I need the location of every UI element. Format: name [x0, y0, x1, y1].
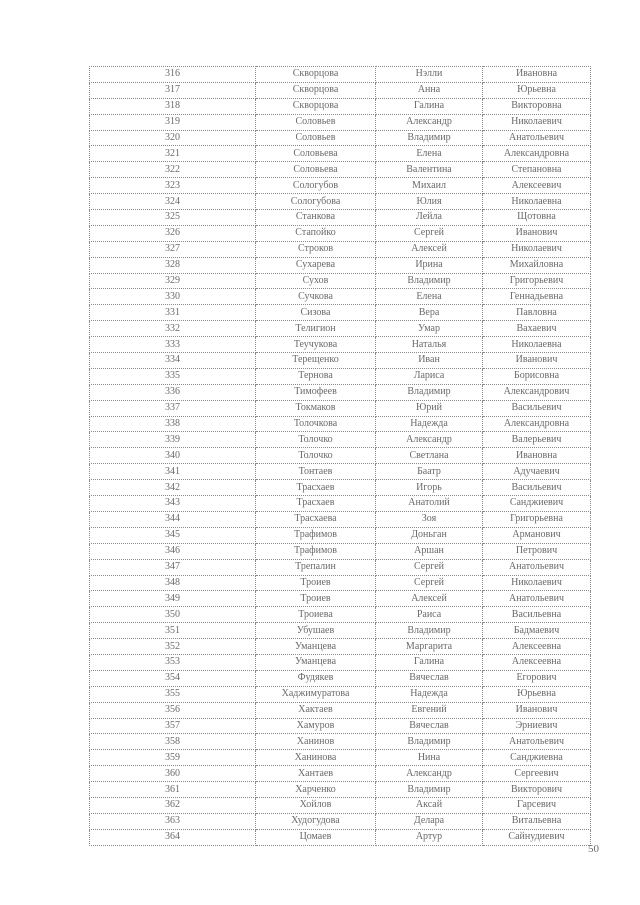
- first-name-cell: Галина: [376, 98, 483, 114]
- table-row: [90, 575, 591, 591]
- patronymic-cell: Васильевна: [483, 607, 591, 623]
- first-name-cell: Иван: [376, 353, 483, 369]
- table-row: [90, 496, 591, 512]
- table-row: [90, 289, 591, 305]
- patronymic-cell: Санджиевич: [483, 496, 591, 512]
- table-row: [90, 797, 591, 813]
- patronymic-cell: Вахаевич: [483, 321, 591, 337]
- table-row: [90, 829, 591, 845]
- first-name-cell: Надежда: [376, 416, 483, 432]
- surname-cell: Сучкова: [256, 289, 376, 305]
- patronymic-cell: Николаевич: [483, 114, 591, 130]
- patronymic-cell: Эрниевич: [483, 718, 591, 734]
- first-name-cell: Алексей: [376, 241, 483, 257]
- table-row: [90, 305, 591, 321]
- row-number-cell: 355: [90, 686, 256, 702]
- patronymic-cell: Степановна: [483, 162, 591, 178]
- surname-cell: Трасхаев: [256, 480, 376, 496]
- first-name-cell: Владимир: [376, 782, 483, 798]
- row-number-cell: 332: [90, 321, 256, 337]
- surname-cell: Троиева: [256, 607, 376, 623]
- row-number-cell: 343: [90, 496, 256, 512]
- row-number-cell: 363: [90, 813, 256, 829]
- surname-cell: Фудякев: [256, 670, 376, 686]
- first-name-cell: Аксай: [376, 797, 483, 813]
- first-name-cell: Сергей: [376, 559, 483, 575]
- surname-cell: Тернова: [256, 368, 376, 384]
- table-row: [90, 766, 591, 782]
- row-number-cell: 360: [90, 766, 256, 782]
- patronymic-cell: Павловна: [483, 305, 591, 321]
- surname-cell: Уманцева: [256, 654, 376, 670]
- surname-cell: Ханинова: [256, 750, 376, 766]
- first-name-cell: Владимир: [376, 623, 483, 639]
- surname-cell: Худогудова: [256, 813, 376, 829]
- first-name-cell: Лариса: [376, 368, 483, 384]
- patronymic-cell: Александровна: [483, 146, 591, 162]
- surname-cell: Скворцова: [256, 98, 376, 114]
- table-row: [90, 353, 591, 369]
- surname-cell: Харченко: [256, 782, 376, 798]
- surname-cell: Тимофеев: [256, 384, 376, 400]
- first-name-cell: Доньган: [376, 527, 483, 543]
- table-row: [90, 146, 591, 162]
- patronymic-cell: Сайнудиевич: [483, 829, 591, 845]
- table-row: [90, 591, 591, 607]
- patronymic-cell: Егорович: [483, 670, 591, 686]
- table-row: [90, 162, 591, 178]
- row-number-cell: 345: [90, 527, 256, 543]
- patronymic-cell: Геннадьевна: [483, 289, 591, 305]
- patronymic-cell: Васильевич: [483, 480, 591, 496]
- surname-cell: Сологубов: [256, 178, 376, 194]
- table-row: [90, 337, 591, 353]
- row-number-cell: 338: [90, 416, 256, 432]
- row-number-cell: 327: [90, 241, 256, 257]
- patronymic-cell: Щотовна: [483, 210, 591, 226]
- patronymic-cell: Юрьевна: [483, 686, 591, 702]
- first-name-cell: Делара: [376, 813, 483, 829]
- first-name-cell: Сергей: [376, 575, 483, 591]
- patronymic-cell: Михайловна: [483, 257, 591, 273]
- patronymic-cell: Викторовна: [483, 98, 591, 114]
- surname-cell: Убушаев: [256, 623, 376, 639]
- row-number-cell: 333: [90, 337, 256, 353]
- table-row: [90, 607, 591, 623]
- table-row: [90, 480, 591, 496]
- first-name-cell: Баатр: [376, 464, 483, 480]
- first-name-cell: Анатолий: [376, 496, 483, 512]
- first-name-cell: Александр: [376, 432, 483, 448]
- patronymic-cell: Санджиевна: [483, 750, 591, 766]
- patronymic-cell: Анатольевич: [483, 591, 591, 607]
- patronymic-cell: Иванович: [483, 225, 591, 241]
- row-number-cell: 361: [90, 782, 256, 798]
- patronymic-cell: Ивановна: [483, 67, 591, 83]
- patronymic-cell: Петрович: [483, 543, 591, 559]
- surname-cell: Сологубова: [256, 194, 376, 210]
- patronymic-cell: Николаевич: [483, 575, 591, 591]
- surname-cell: Хактаев: [256, 702, 376, 718]
- first-name-cell: Вячеслав: [376, 718, 483, 734]
- patronymic-cell: Адучаевич: [483, 464, 591, 480]
- table-row: [90, 210, 591, 226]
- row-number-cell: 330: [90, 289, 256, 305]
- row-number-cell: 344: [90, 511, 256, 527]
- first-name-cell: Михаил: [376, 178, 483, 194]
- surname-cell: Троиев: [256, 591, 376, 607]
- first-name-cell: Умар: [376, 321, 483, 337]
- table-row: [90, 718, 591, 734]
- row-number-cell: 334: [90, 353, 256, 369]
- first-name-cell: Сергей: [376, 225, 483, 241]
- first-name-cell: Александр: [376, 114, 483, 130]
- surname-cell: Цомаев: [256, 829, 376, 845]
- first-name-cell: Вячеслав: [376, 670, 483, 686]
- table-row: [90, 702, 591, 718]
- patronymic-cell: Григорьевна: [483, 511, 591, 527]
- surname-cell: Трасхаева: [256, 511, 376, 527]
- first-name-cell: Елена: [376, 146, 483, 162]
- surname-cell: Соловьев: [256, 130, 376, 146]
- table-row: [90, 178, 591, 194]
- patronymic-cell: Борисовна: [483, 368, 591, 384]
- surname-cell: Толочкова: [256, 416, 376, 432]
- first-name-cell: Лейла: [376, 210, 483, 226]
- first-name-cell: Артур: [376, 829, 483, 845]
- patronymic-cell: Александрович: [483, 384, 591, 400]
- row-number-cell: 320: [90, 130, 256, 146]
- row-number-cell: 328: [90, 257, 256, 273]
- row-number-cell: 350: [90, 607, 256, 623]
- table-row: [90, 750, 591, 766]
- surname-cell: Толочко: [256, 432, 376, 448]
- table-row: [90, 400, 591, 416]
- first-name-cell: Нина: [376, 750, 483, 766]
- surname-cell: Соловьев: [256, 114, 376, 130]
- row-number-cell: 354: [90, 670, 256, 686]
- table-row: [90, 273, 591, 289]
- first-name-cell: Наталья: [376, 337, 483, 353]
- patronymic-cell: Александровна: [483, 416, 591, 432]
- row-number-cell: 357: [90, 718, 256, 734]
- table-row: [90, 98, 591, 114]
- surname-cell: Сизова: [256, 305, 376, 321]
- surname-cell: Хамуров: [256, 718, 376, 734]
- surname-cell: Токмаков: [256, 400, 376, 416]
- surname-cell: Скворцова: [256, 82, 376, 98]
- row-number-cell: 356: [90, 702, 256, 718]
- first-name-cell: Владимир: [376, 130, 483, 146]
- table-row: [90, 114, 591, 130]
- patronymic-cell: Алексеевна: [483, 654, 591, 670]
- row-number-cell: 316: [90, 67, 256, 83]
- row-number-cell: 349: [90, 591, 256, 607]
- first-name-cell: Вера: [376, 305, 483, 321]
- row-number-cell: 358: [90, 734, 256, 750]
- patronymic-cell: Анатольевич: [483, 734, 591, 750]
- surname-cell: Соловьева: [256, 162, 376, 178]
- surname-cell: Хантаев: [256, 766, 376, 782]
- row-number-cell: 321: [90, 146, 256, 162]
- table-row: [90, 686, 591, 702]
- patronymic-cell: Викторович: [483, 782, 591, 798]
- row-number-cell: 359: [90, 750, 256, 766]
- row-number-cell: 326: [90, 225, 256, 241]
- table-row: [90, 416, 591, 432]
- patronymic-cell: Арманович: [483, 527, 591, 543]
- patronymic-cell: Алексеевна: [483, 639, 591, 655]
- patronymic-cell: Анатольевич: [483, 559, 591, 575]
- row-number-cell: 325: [90, 210, 256, 226]
- surname-cell: Трафимов: [256, 527, 376, 543]
- table-row: [90, 734, 591, 750]
- patronymic-cell: Гарсевич: [483, 797, 591, 813]
- row-number-cell: 335: [90, 368, 256, 384]
- row-number-cell: 352: [90, 639, 256, 655]
- patronymic-cell: Васильевич: [483, 400, 591, 416]
- row-number-cell: 362: [90, 797, 256, 813]
- first-name-cell: Маргарита: [376, 639, 483, 655]
- patronymic-cell: Николаевна: [483, 337, 591, 353]
- surname-cell: Станкова: [256, 210, 376, 226]
- table-row: [90, 432, 591, 448]
- surname-cell: Трепалин: [256, 559, 376, 575]
- names-table-body: [90, 67, 591, 846]
- table-row: [90, 225, 591, 241]
- row-number-cell: 319: [90, 114, 256, 130]
- table-row: [90, 559, 591, 575]
- first-name-cell: Раиса: [376, 607, 483, 623]
- table-row: [90, 527, 591, 543]
- first-name-cell: Алексей: [376, 591, 483, 607]
- row-number-cell: 317: [90, 82, 256, 98]
- surname-cell: Телигион: [256, 321, 376, 337]
- first-name-cell: Евгений: [376, 702, 483, 718]
- row-number-cell: 341: [90, 464, 256, 480]
- surname-cell: Ханинов: [256, 734, 376, 750]
- patronymic-cell: Сергеевич: [483, 766, 591, 782]
- surname-cell: Строков: [256, 241, 376, 257]
- first-name-cell: Ирина: [376, 257, 483, 273]
- first-name-cell: Аршан: [376, 543, 483, 559]
- table-row: [90, 82, 591, 98]
- row-number-cell: 318: [90, 98, 256, 114]
- first-name-cell: Галина: [376, 654, 483, 670]
- table-row: [90, 368, 591, 384]
- patronymic-cell: Иванович: [483, 702, 591, 718]
- first-name-cell: Нэлли: [376, 67, 483, 83]
- table-row: [90, 130, 591, 146]
- surname-cell: Уманцева: [256, 639, 376, 655]
- first-name-cell: Владимир: [376, 273, 483, 289]
- surname-cell: Трасхаев: [256, 496, 376, 512]
- table-row: [90, 384, 591, 400]
- table-row: [90, 194, 591, 210]
- patronymic-cell: Ивановна: [483, 448, 591, 464]
- row-number-cell: 364: [90, 829, 256, 845]
- names-table: [89, 66, 591, 846]
- table-row: [90, 448, 591, 464]
- surname-cell: Трафимов: [256, 543, 376, 559]
- table-row: [90, 670, 591, 686]
- surname-cell: Сухов: [256, 273, 376, 289]
- row-number-cell: 329: [90, 273, 256, 289]
- first-name-cell: Анна: [376, 82, 483, 98]
- surname-cell: Соловьева: [256, 146, 376, 162]
- row-number-cell: 347: [90, 559, 256, 575]
- table-row: [90, 321, 591, 337]
- table-row: [90, 654, 591, 670]
- first-name-cell: Владимир: [376, 734, 483, 750]
- first-name-cell: Игорь: [376, 480, 483, 496]
- table-row: [90, 257, 591, 273]
- table-row: [90, 67, 591, 83]
- table-row: [90, 241, 591, 257]
- first-name-cell: Елена: [376, 289, 483, 305]
- first-name-cell: Александр: [376, 766, 483, 782]
- table-row: [90, 464, 591, 480]
- row-number-cell: 348: [90, 575, 256, 591]
- surname-cell: Хаджимуратова: [256, 686, 376, 702]
- patronymic-cell: Анатольевич: [483, 130, 591, 146]
- patronymic-cell: Витальевна: [483, 813, 591, 829]
- first-name-cell: Надежда: [376, 686, 483, 702]
- first-name-cell: Светлана: [376, 448, 483, 464]
- patronymic-cell: Алексеевич: [483, 178, 591, 194]
- first-name-cell: Юрий: [376, 400, 483, 416]
- table-row: [90, 543, 591, 559]
- patronymic-cell: Григорьевич: [483, 273, 591, 289]
- patronymic-cell: Николаевна: [483, 194, 591, 210]
- row-number-cell: 342: [90, 480, 256, 496]
- table-row: [90, 782, 591, 798]
- row-number-cell: 351: [90, 623, 256, 639]
- patronymic-cell: Николаевич: [483, 241, 591, 257]
- first-name-cell: Валентина: [376, 162, 483, 178]
- row-number-cell: 323: [90, 178, 256, 194]
- table-row: [90, 623, 591, 639]
- surname-cell: Хойлов: [256, 797, 376, 813]
- row-number-cell: 340: [90, 448, 256, 464]
- surname-cell: Сухарева: [256, 257, 376, 273]
- row-number-cell: 339: [90, 432, 256, 448]
- row-number-cell: 346: [90, 543, 256, 559]
- row-number-cell: 336: [90, 384, 256, 400]
- first-name-cell: Владимир: [376, 384, 483, 400]
- patronymic-cell: Валерьевич: [483, 432, 591, 448]
- surname-cell: Скворцова: [256, 67, 376, 83]
- row-number-cell: 331: [90, 305, 256, 321]
- table-row: [90, 511, 591, 527]
- page-number: 50: [588, 843, 599, 855]
- patronymic-cell: Юрьевна: [483, 82, 591, 98]
- surname-cell: Терещенко: [256, 353, 376, 369]
- surname-cell: Тонтаев: [256, 464, 376, 480]
- first-name-cell: Зоя: [376, 511, 483, 527]
- surname-cell: Троиев: [256, 575, 376, 591]
- surname-cell: Толочко: [256, 448, 376, 464]
- row-number-cell: 322: [90, 162, 256, 178]
- row-number-cell: 337: [90, 400, 256, 416]
- table-row: [90, 639, 591, 655]
- surname-cell: Стапойко: [256, 225, 376, 241]
- first-name-cell: Юлия: [376, 194, 483, 210]
- row-number-cell: 353: [90, 654, 256, 670]
- patronymic-cell: Бадмаевич: [483, 623, 591, 639]
- surname-cell: Теучукова: [256, 337, 376, 353]
- table-row: [90, 813, 591, 829]
- row-number-cell: 324: [90, 194, 256, 210]
- patronymic-cell: Иванович: [483, 353, 591, 369]
